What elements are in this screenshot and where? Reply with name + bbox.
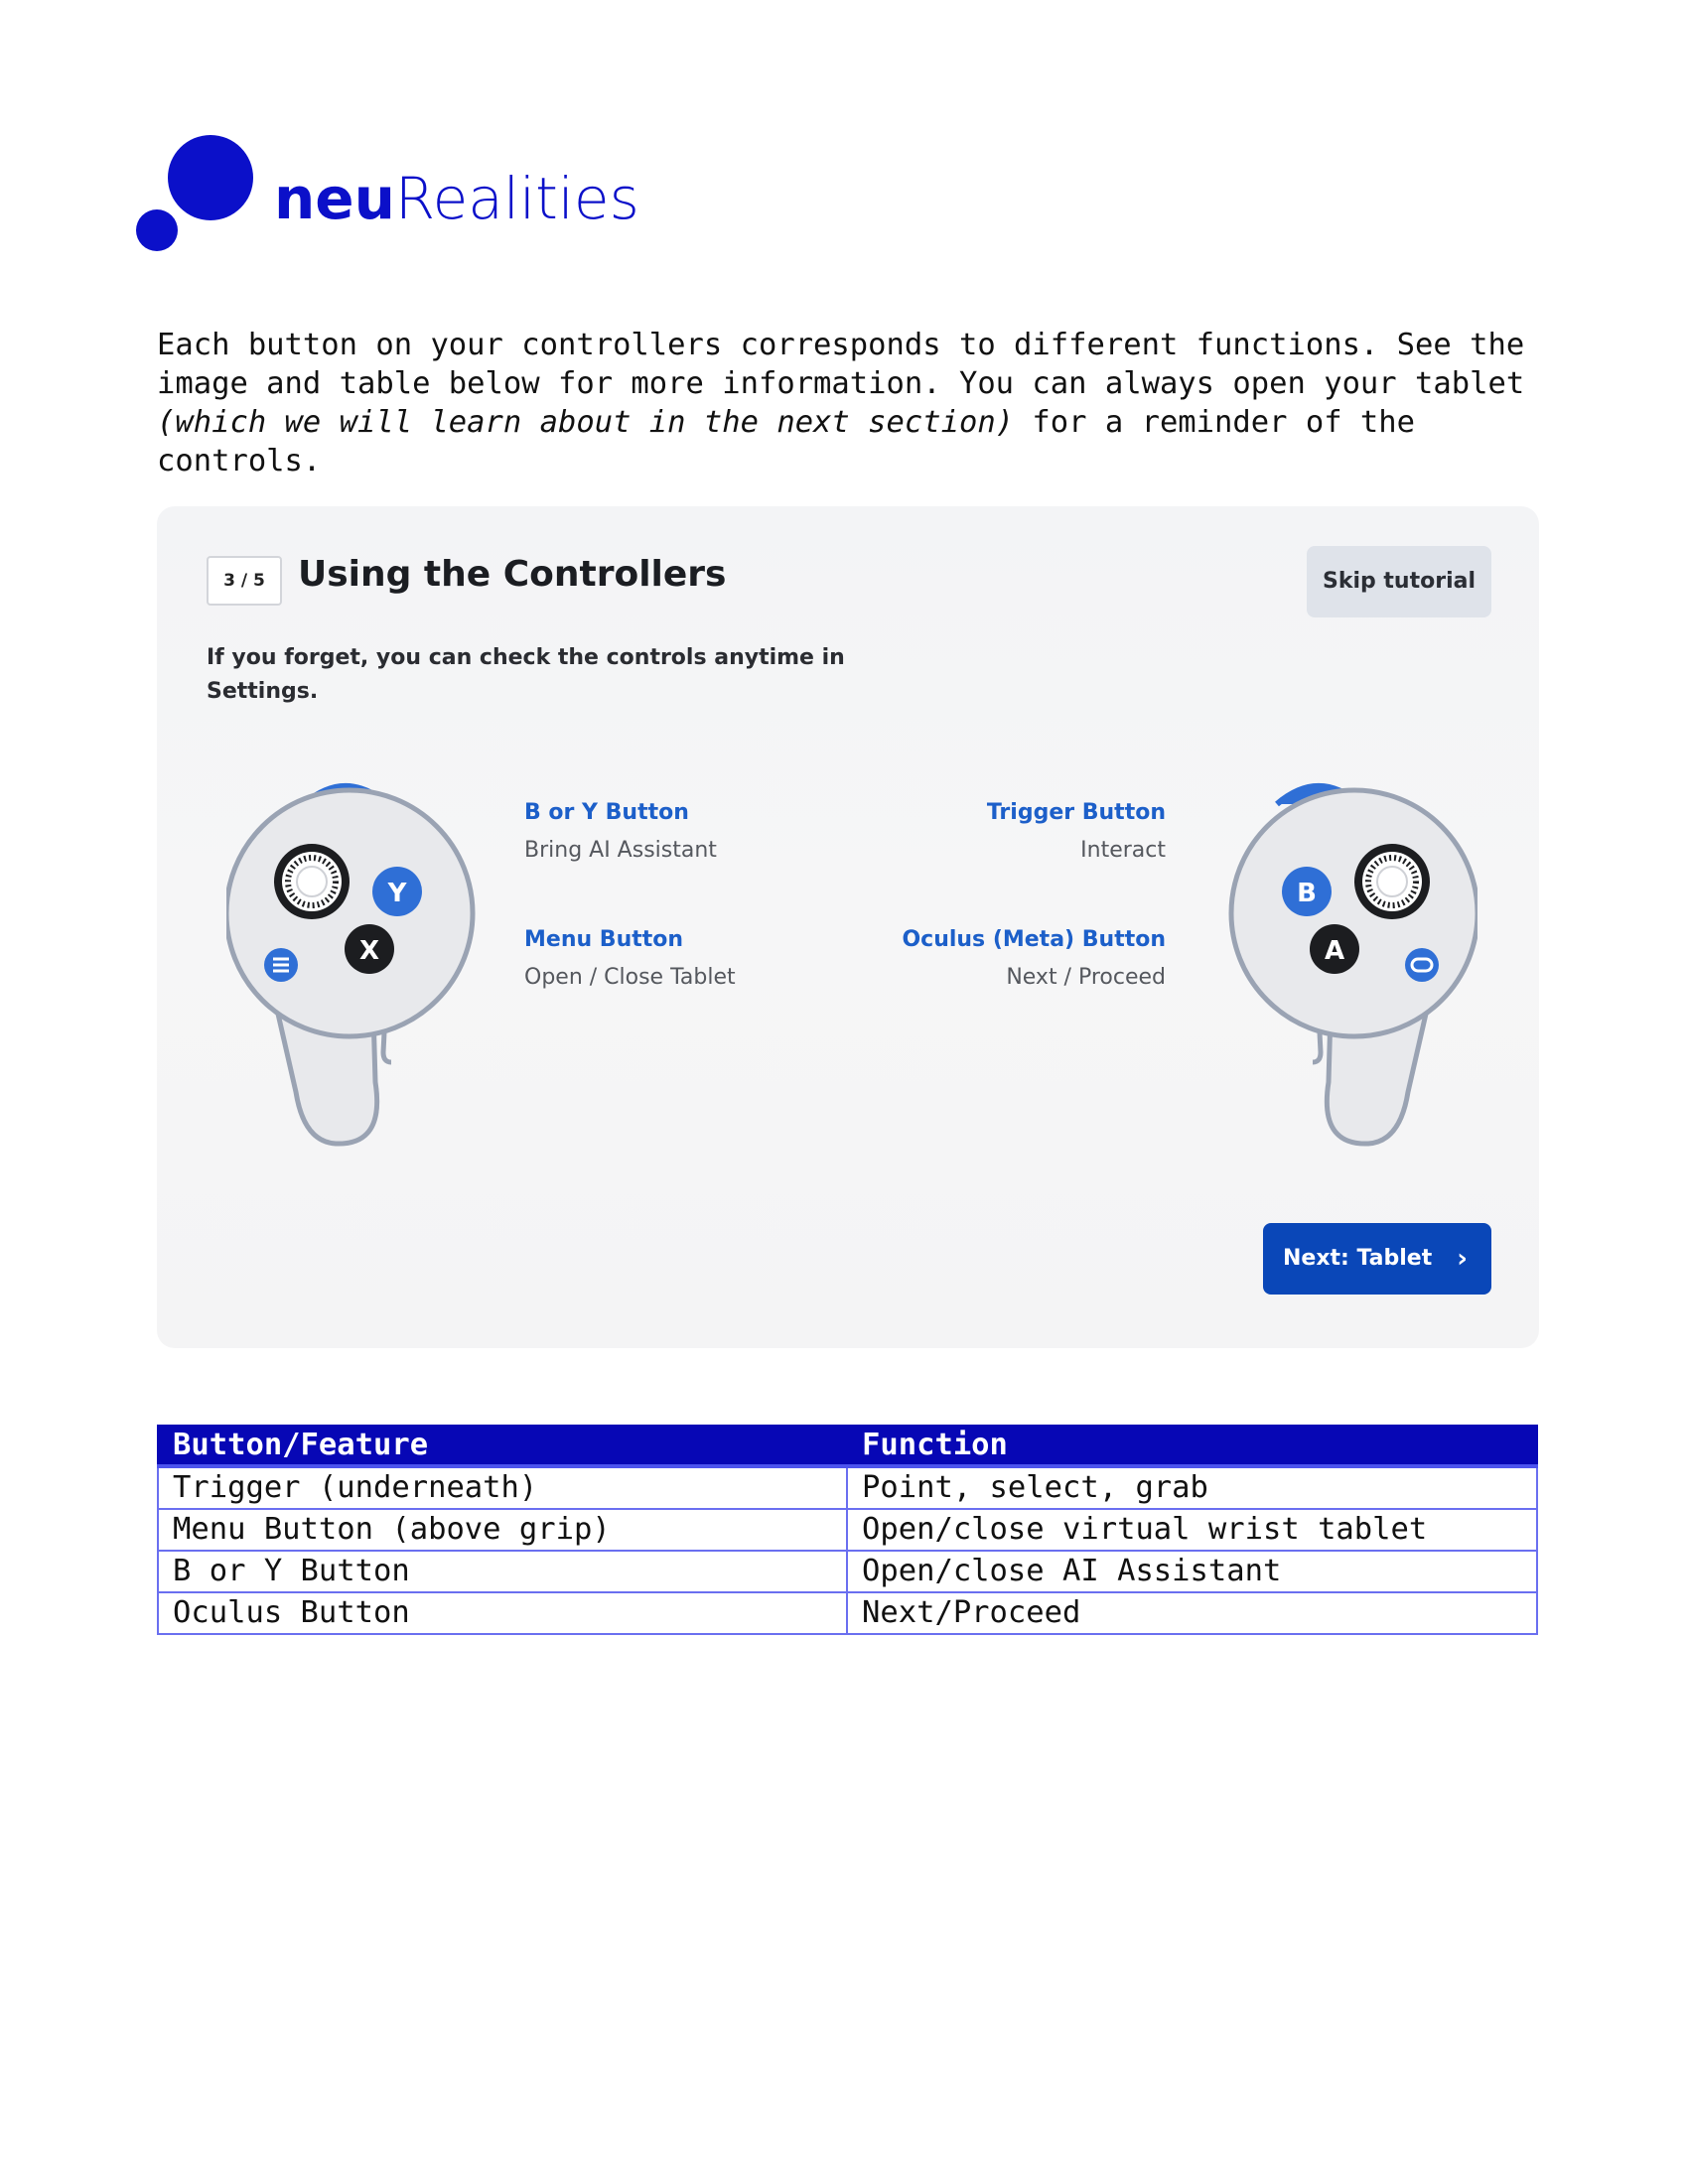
trigger-button-label: Trigger Button (986, 800, 1166, 825)
b-or-y-button-label: B or Y Button (524, 800, 689, 825)
table-cell: Menu Button (above grip) (158, 1509, 847, 1551)
x-button-label: X (358, 936, 380, 966)
logo-dots-icon (135, 135, 264, 254)
table-row (158, 1592, 1537, 1634)
b-button-label: B (1297, 879, 1317, 908)
table-cell: B or Y Button (158, 1551, 847, 1592)
right-controller-illustration (1180, 764, 1477, 1181)
table-cell: Trigger (underneath) (158, 1466, 847, 1509)
table-cell: Oculus Button (158, 1592, 847, 1634)
table-header: Button/Feature (158, 1426, 847, 1466)
next-tablet-button[interactable]: Next: Tablet › (1263, 1223, 1491, 1295)
table-row (158, 1509, 1537, 1551)
left-controller-illustration (226, 764, 524, 1181)
tutorial-title: Using the Controllers (298, 554, 727, 595)
trigger-button-desc: Interact (1080, 838, 1166, 863)
table-cell: Open/close virtual wrist tablet (847, 1509, 1537, 1551)
table-row (158, 1551, 1537, 1592)
oculus-button-desc: Next / Proceed (1006, 965, 1166, 990)
menu-button-label: Menu Button (524, 927, 684, 952)
table-cell: Open/close AI Assistant (847, 1551, 1537, 1592)
table-header: Function (847, 1426, 1537, 1466)
chevron-right-icon: › (1457, 1244, 1468, 1274)
tutorial-subtitle: If you forget, you can check the controls anytime in Settings. (207, 645, 845, 704)
intro-paragraph: Each button on your controllers corresponds to different functions. See the image and table below for more information. You can always open your tablet (which we will learn about in the next section) for a reminder of the controls. (157, 327, 1525, 478)
oculus-button-label: Oculus (Meta) Button (902, 927, 1166, 952)
b-or-y-button-desc: Bring AI Assistant (524, 838, 717, 863)
tutorial-screenshot (157, 506, 1539, 1348)
table-cell: Point, select, grab (847, 1466, 1537, 1509)
menu-button-desc: Open / Close Tablet (524, 965, 736, 990)
y-button-label: Y (387, 879, 407, 908)
controls-table (157, 1425, 1538, 1635)
a-button-label: A (1324, 936, 1345, 966)
oculus-button-icon (1405, 948, 1439, 982)
skip-tutorial-button[interactable]: Skip tutorial (1307, 546, 1491, 617)
brand-logo (135, 135, 651, 254)
step-indicator: 3 / 5 (207, 556, 282, 606)
table-cell: Next/Proceed (847, 1592, 1537, 1634)
brand-name: neuRealities (274, 165, 639, 232)
table-row (158, 1466, 1537, 1509)
table-header-row (158, 1426, 1537, 1466)
